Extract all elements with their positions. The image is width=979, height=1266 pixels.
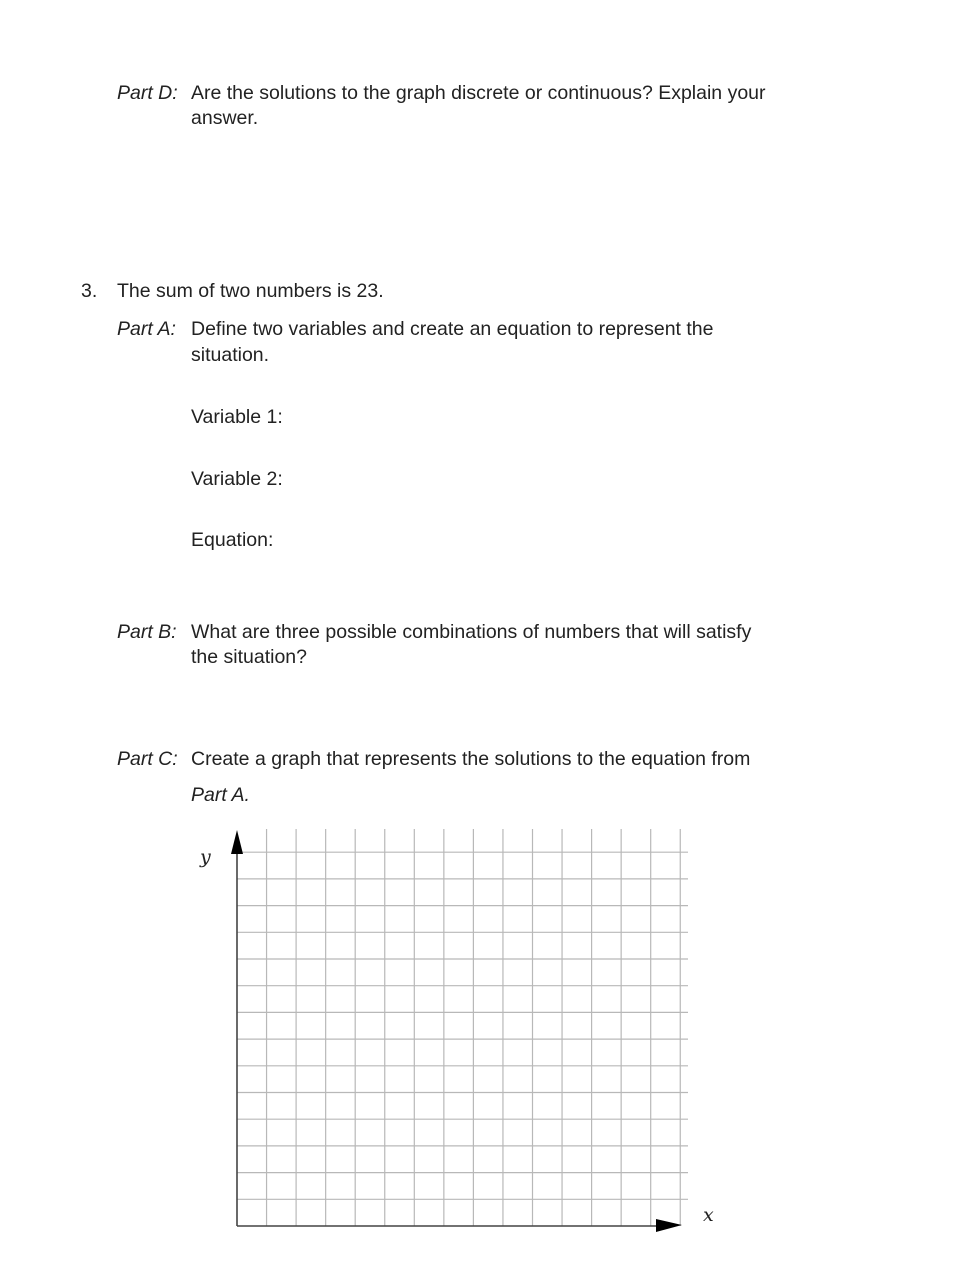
- y-axis-arrow-icon: [231, 830, 243, 854]
- part-a-text-2: situation.: [191, 344, 270, 366]
- part-b-label: Part B:: [117, 621, 177, 643]
- part-d-text-1: Are the solutions to the graph discrete or continuous? Explain your: [191, 82, 766, 104]
- x-axis-arrow-icon: [656, 1219, 682, 1232]
- y-axis-label: y: [200, 846, 211, 868]
- part-c-text-1: Create a graph that represents the solutions to the equation from: [191, 748, 751, 770]
- x-axis-label: x: [703, 1204, 714, 1226]
- question-stem: The sum of two numbers is 23.: [117, 280, 384, 302]
- part-c-text-2: Part A.: [191, 784, 250, 806]
- part-c-label: Part C:: [117, 748, 178, 770]
- question-number: 3.: [81, 280, 98, 302]
- part-a-text-1: Define two variables and create an equation to represent the: [191, 318, 714, 340]
- part-a-label: Part A:: [117, 318, 176, 340]
- equation-label: Equation:: [191, 529, 274, 551]
- variable-1-label: Variable 1:: [191, 406, 283, 428]
- part-b-text-1: What are three possible combinations of numbers that will satisfy: [191, 621, 752, 643]
- part-d-label: Part D:: [117, 82, 178, 104]
- variable-2-label: Variable 2:: [191, 468, 283, 490]
- part-b-text-2: the situation?: [191, 646, 308, 668]
- part-d-text-2: answer.: [191, 107, 259, 129]
